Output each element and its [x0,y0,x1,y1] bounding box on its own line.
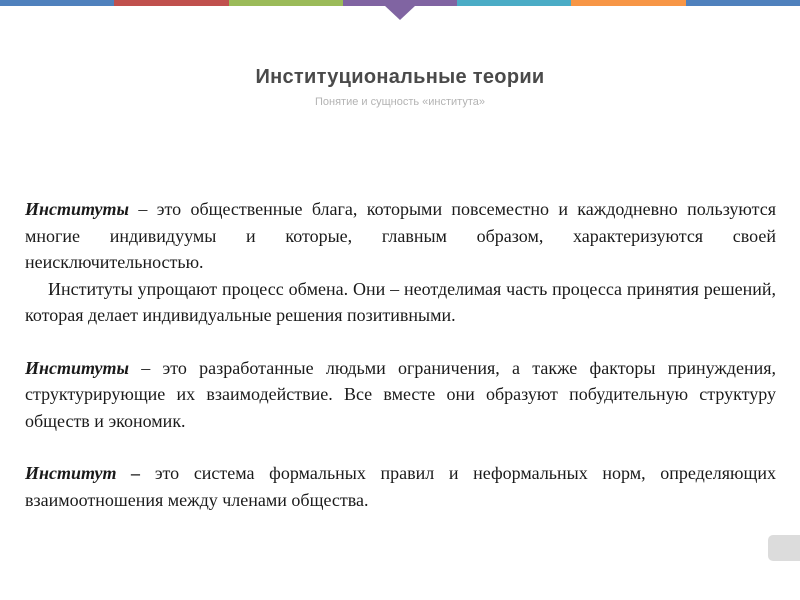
term-3: Институт – [25,463,141,483]
slide-subtitle: Понятие и сущность «института» [314,96,485,108]
slide-content [25,196,776,513]
color-segment-6 [571,0,685,6]
definition-paragraph-1 [25,196,776,276]
definition-2-text: – это разработанные людьми ограничения, а также факторы принуждения, структурирующие их взаимодействие. Все вместе они образуют побудительную структуру обществ и экономик. [25,357,776,431]
definition-3-text: это система формальных правил и неформальных норм, определяющих взаимоотношения между членами общества. [25,463,776,510]
slide-title: Институциональные теории [255,66,545,88]
definition-paragraph-3 [25,355,776,435]
color-segment-2 [114,0,228,6]
active-section-marker [384,5,416,20]
color-segment-1 [0,0,114,6]
color-segment-5 [457,0,571,6]
definition-paragraph-2: Институты упрощают процесс обмена. Они – неотделимая часть процесса принятия решений, которая делает индивидуальные решения позитивными. [25,278,776,325]
term-1: Институты [25,199,130,219]
color-segment-7 [686,0,800,6]
definition-paragraph-4 [25,460,776,513]
term-2: Институты [25,357,130,378]
definition-1-text: – это общественные блага, которыми повсеместно и каждодневно пользуются многие индивидуумы и которые, главным образом, характеризуются своей неисключительностью. [25,199,776,272]
color-segment-3 [229,0,343,6]
next-slide-button[interactable] [768,535,800,561]
